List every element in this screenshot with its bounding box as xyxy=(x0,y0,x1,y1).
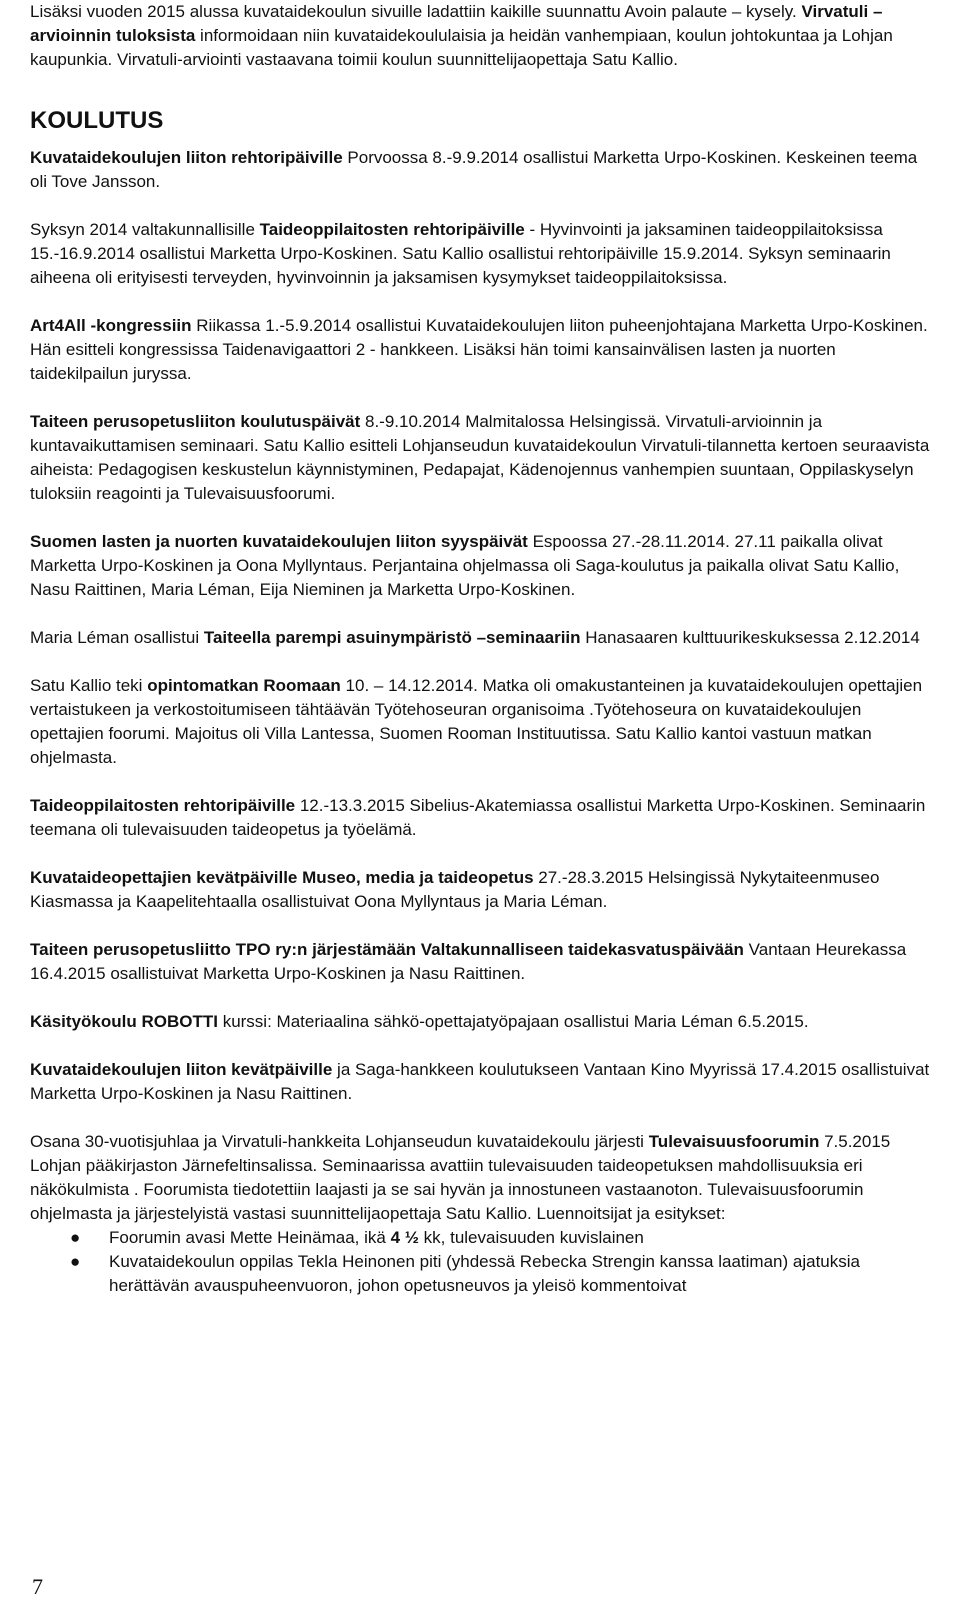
intro-text-2: informoidaan niin kuvataidekoululaisia ja heidän vanhempiaan, koulun johtokuntaa ja Lohjan kaupunkia. Virvatuli-arviointi vastaavana toimii koulun suunnittelijaopettaja Satu Kallio. xyxy=(30,26,893,69)
intro-bold: Virvatuli – arvioinnin tuloksista xyxy=(30,2,883,45)
paragraph-hanasaari: Maria Léman osallistui Taiteella parempi asuinympäristö –seminaariin Hanasaaren kulttuurikeskuksessa 2.12.2014 xyxy=(30,628,920,647)
bullet-icon: ● xyxy=(70,1228,81,1247)
section-heading: KOULUTUS xyxy=(30,107,164,134)
paragraph-robotti: Käsityökoulu ROBOTTI kurssi: Materiaalina sähkö-opettajatyöpajaan osallistui Maria Léman 6.5.2015. xyxy=(30,1012,809,1031)
paragraph-art4all: Art4All -kongressiin Riikassa 1.-5.9.2014 osallistui Kuvataidekoulujen liiton puheenjohtajana Marketta Urpo-Koskinen. Hän esitteli kongressissa Taidenavigaattori 2 - hankkeen. Lisäksi hän toimi kansainvälisen lasten ja nuorten taidekilpailun juryssa. xyxy=(30,316,928,383)
paragraph-rehtoripaivat-porvoo: Kuvataidekoulujen liiton rehtoripäiville Porvoossa 8.-9.9.2014 osallistui Marketta Urpo-Koskinen. Keskeinen teema oli Tove Jansson. xyxy=(30,148,918,191)
paragraph-kino-myyrissa: Kuvataidekoulujen liiton kevätpäiville ja Saga-hankkeen koulutukseen Vantaan Kino Myyrissä 17.4.2015 osallistuivat Marketta Urpo-Koskinen ja Nasu Raittinen. xyxy=(30,1060,930,1103)
intro-paragraph xyxy=(30,0,935,72)
page-number: 7 xyxy=(32,1574,43,1599)
paragraph-tulevaisuusfoorumi: Osana 30-vuotisjuhlaa ja Virvatuli-hankkeita Lohjanseudun kuvataidekoulu järjesti Tulevaisuusfoorumin 7.5.2015 Lohjan pääkirjaston Järnefeltinsalissa. Seminaarissa avattiin tulevaisuuden taideopetuksen mahdollisuuksia eri näkökulmista . Foorumista tiedotettiin laajasti ja se sai hyvän ja innostuneen vastaanoton. Tulevaisuusfoorumin ohjelmasta ja järjestelyistä vastasi suunnittelijaopettaja Satu Kallio. Luennoitsijat ja esitykset: xyxy=(30,1132,891,1223)
intro-text-1: Lisäksi vuoden 2015 alussa kuvataidekoulun sivuille ladattiin kaikille suunnattu Avoin palaute – kysely. xyxy=(30,2,802,21)
paragraph-rooma: Satu Kallio teki opintomatkan Roomaan 10. – 14.12.2014. Matka oli omakustanteinen ja kuvataidekoulujen opettajien vertaistukeen ja verkostoitumiseen tähtäävän Työtehoseuran organisoima .Työtehoseura on kuvataidekoulujen opettajien foorumi. Majoitus oli Villa Lantessa, Suomen Rooman Instituutissa. Satu Kallio kantoi vastuun matkan ohjelmasta. xyxy=(30,676,923,767)
paragraph-heureka: Taiteen perusopetusliitto TPO ry:n järjestämään Valtakunnalliseen taidekasvatuspäivään Vantaan Heurekassa 16.4.2015 osallistuivat Marketta Urpo-Koskinen ja Nasu Raittinen. xyxy=(30,940,907,983)
document-body xyxy=(30,0,935,1298)
list-item: ● Kuvataidekoulun oppilas Tekla Heinonen piti (yhdessä Rebecka Strengin kanssa laatiman) ajatuksia herättävän avauspuheenvuoron, johon opetusneuvos ja yleisö kommentoivat xyxy=(70,1252,860,1295)
speaker-list xyxy=(30,1226,935,1298)
paragraph-rehtoripaivat-2015: Taideoppilaitosten rehtoripäiville 12.-13.3.2015 Sibelius-Akatemiassa osallistui Marketta Urpo-Koskinen. Seminaarin teemana oli tulevaisuuden taideopetus ja työelämä. xyxy=(30,796,926,839)
paragraph-syyspaivat: Suomen lasten ja nuorten kuvataidekoulujen liiton syyspäivät Espoossa 27.-28.11.2014. 27.11 paikalla olivat Marketta Urpo-Koskinen ja Oona Myllyntaus. Perjantaina ohjelmassa oli Saga-koulutus ja paikalla olivat Satu Kallio, Nasu Raittinen, Maria Léman, Eija Nieminen ja Marketta Urpo-Koskinen. xyxy=(30,532,900,599)
list-item: ● Foorumin avasi Mette Heinämaa, ikä 4 ½ kk, tulevaisuuden kuvislainen xyxy=(30,1226,935,1250)
bullet-icon: ● xyxy=(70,1252,81,1271)
paragraph-kevatpaivat-kiasma: Kuvataideopettajien kevätpäiville Museo, media ja taideopetus 27.-28.3.2015 Helsingissä Nykytaiteenmuseo Kiasmassa ja Kaapelitehtaalla osallistuivat Oona Myllyntaus ja Maria Léman. xyxy=(30,868,880,911)
paragraph-tpo-koulutuspaivat: Taiteen perusopetusliiton koulutuspäivät 8.-9.10.2014 Malmitalossa Helsingissä. Virvatuli-arvioinnin ja kuntavaikuttamisen seminaari. Satu Kallio esitteli Lohjanseudun kuvataidekoulun Virvatuli-tilannetta kertoen seuraavista aiheista: Pedagogisen keskustelun käynnistyminen, Pedapajat, Kädenojennus vanhempien suuntaan, Oppilaskyselyn tuloksiin reagointi ja Tulevaisuusfoorumi. xyxy=(30,412,930,503)
paragraph-taideoppilaitosten-rehtoripaivat: Syksyn 2014 valtakunnallisille Taideoppilaitosten rehtoripäiville - Hyvinvointi ja jaksaminen taideoppilaitoksissa 15.-16.9.2014 osallistui Marketta Urpo-Koskinen. Satu Kallio osallistui rehtoripäiville 15.9.2014. Syksyn seminaarin aiheena oli erityisesti terveyden, hyvinvoinnin ja jaksamisen kysymykset taideoppilaitoksissa. xyxy=(30,220,891,287)
